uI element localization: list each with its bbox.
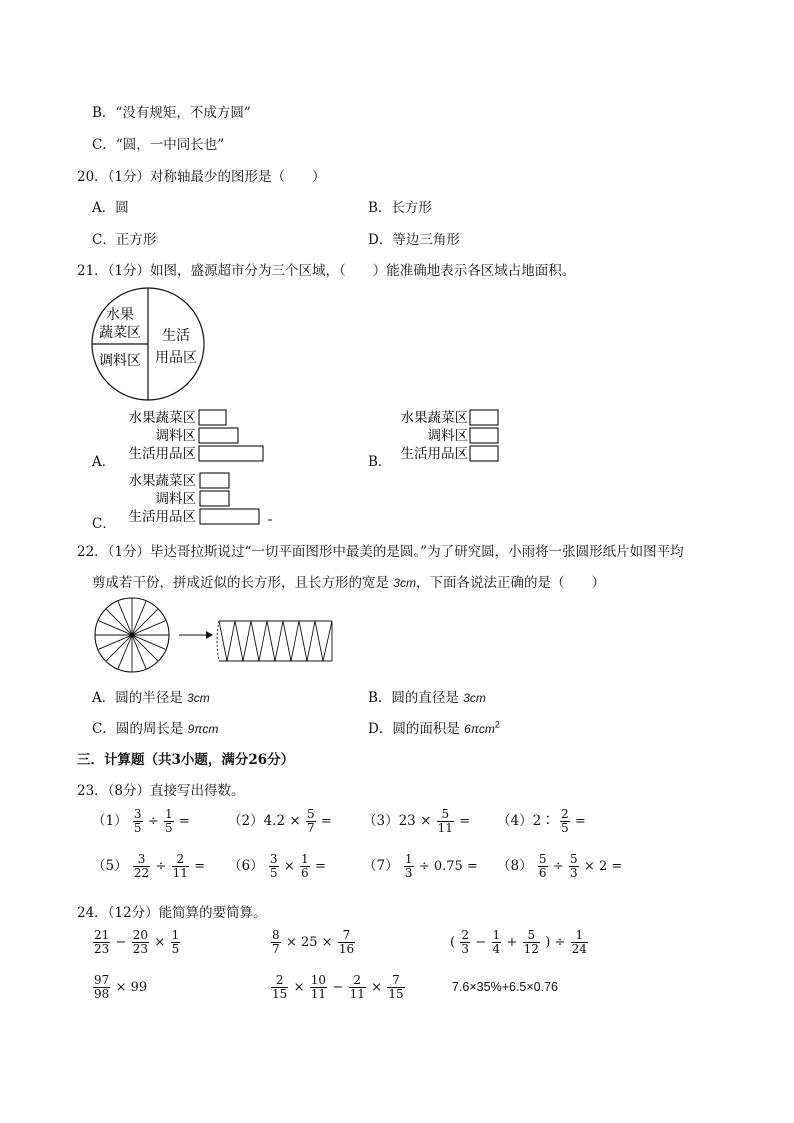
q19-option-b: B．“没有规矩，不成方圆” (92, 105, 251, 121)
q24-expr-4: $\frac{97}{98}$ × 99 (94, 973, 148, 1001)
svg-text:水果蔬菜区: 水果蔬菜区 (400, 410, 468, 426)
q24-expr-5: $\frac{2}{15}$ × $\frac{10}{11}$ − $\frac{2}{11}$ × $\frac{7}{15}$ (272, 973, 404, 1001)
pie-fruit-line1: 水果 (106, 307, 134, 323)
q22-circle-to-rectangle-figure (92, 597, 342, 673)
q21-option-a-letter: A． (92, 454, 116, 470)
pie-spice: 调料区 (99, 353, 141, 369)
q21-stem: 21．（1分）如图，盛源超市分为三个区域，（ ）能准确地表示各区域占地面积。 (77, 263, 576, 279)
svg-text:水果蔬菜区: 水果蔬菜区 (128, 473, 196, 489)
q20-option-a: A．圆 (92, 200, 129, 216)
q24-stem: 24．（12分）能简算的要简算。 (77, 905, 267, 921)
q20-option-b: B．长方形 (368, 200, 432, 216)
q21-option-b-figure (386, 407, 506, 463)
q21-pie-figure (90, 286, 206, 402)
bar-label-daily: 生活用品区 (128, 446, 196, 462)
q19-option-c: C．“圆，一中同长也” (92, 137, 225, 153)
q21-option-c-figure (112, 470, 277, 526)
q22-option-d: D．圆的面积是 6πcm$^2$ (368, 719, 500, 737)
q20-option-c: C．正方形 (92, 232, 157, 248)
q24-expr-6: 7.6×35%+6.5×0.76 (452, 980, 558, 994)
q21-option-a-figure (112, 407, 272, 463)
q23-item-1: （1） $\frac{3}{5}$ ÷ $\frac{1}{5}$ = (92, 807, 190, 835)
svg-text:调料区: 调料区 (427, 428, 468, 444)
q22-stem-line1: 22．（1分）毕达哥拉斯说过“一切平面图形中最美的是圆。”为了研究圆，小雨将一张圆形纸片如图平均 (77, 544, 684, 560)
q21-option-c-letter: C． (92, 516, 116, 532)
q23-item-4: （4）2∶ $\frac{2}{5}$ = (497, 807, 586, 835)
q22-option-a: A．圆的半径是 3cm (92, 690, 210, 706)
q23-item-3: （3）23 × $\frac{5}{11}$ = (363, 807, 471, 835)
q22-stem-line2: 剪成若干份，拼成近似的长方形，且长方形的宽是 3cm，下面各说法正确的是（ ） (92, 575, 605, 591)
q22-option-b: B．圆的直径是 3cm (368, 690, 486, 706)
q24-expr-2: $\frac{8}{7}$ × 25 × $\frac{7}{16}$ (272, 928, 355, 956)
pie-daily-line2: 用品区 (155, 350, 197, 366)
q24-expr-3: ( $\frac{2}{3}$ − $\frac{1}{4}$ + $\frac{5}{12}$ ) ÷ $\frac{1}{24}$ (450, 928, 587, 956)
section-3-heading: 三．计算题（共3小题，满分26分） (77, 752, 295, 768)
pie-daily-line1: 生活 (162, 328, 190, 344)
q24-expr-1: $\frac{21}{23}$ − $\frac{20}{23}$ × $\frac{1}{5}$ (94, 928, 180, 956)
q20-option-d: D．等边三角形 (368, 232, 460, 248)
svg-text:生活用品区: 生活用品区 (400, 446, 468, 462)
q22-option-c: C．圆的周长是 9πcm (92, 721, 219, 737)
q23-item-6: （6） $\frac{3}{5}$ × $\frac{1}{6}$ = (228, 852, 326, 880)
bar-label-spice: 调料区 (155, 428, 196, 444)
bar-label-fruit: 水果蔬菜区 (128, 410, 196, 426)
q21-option-b-letter: B． (368, 454, 392, 470)
svg-text:生活用品区: 生活用品区 (128, 509, 196, 525)
q23-stem: 23．（8分）直接写出得数。 (77, 783, 245, 799)
svg-text:调料区: 调料区 (155, 491, 196, 507)
q23-item-8: （8） $\frac{5}{6}$ ÷ $\frac{5}{3}$ × 2 = (497, 852, 623, 880)
q20-stem: 20．（1分）对称轴最少的图形是（ ） (77, 169, 326, 185)
q23-item-7: （7） $\frac{1}{3}$ ÷ 0.75 = (363, 852, 478, 880)
q23-item-5: （5） $\frac{3}{22}$ ÷ $\frac{2}{11}$ = (92, 852, 206, 880)
pie-fruit-line2: 蔬菜区 (99, 325, 141, 341)
q23-item-2: （2）4.2 × $\frac{5}{7}$ = (228, 807, 332, 835)
